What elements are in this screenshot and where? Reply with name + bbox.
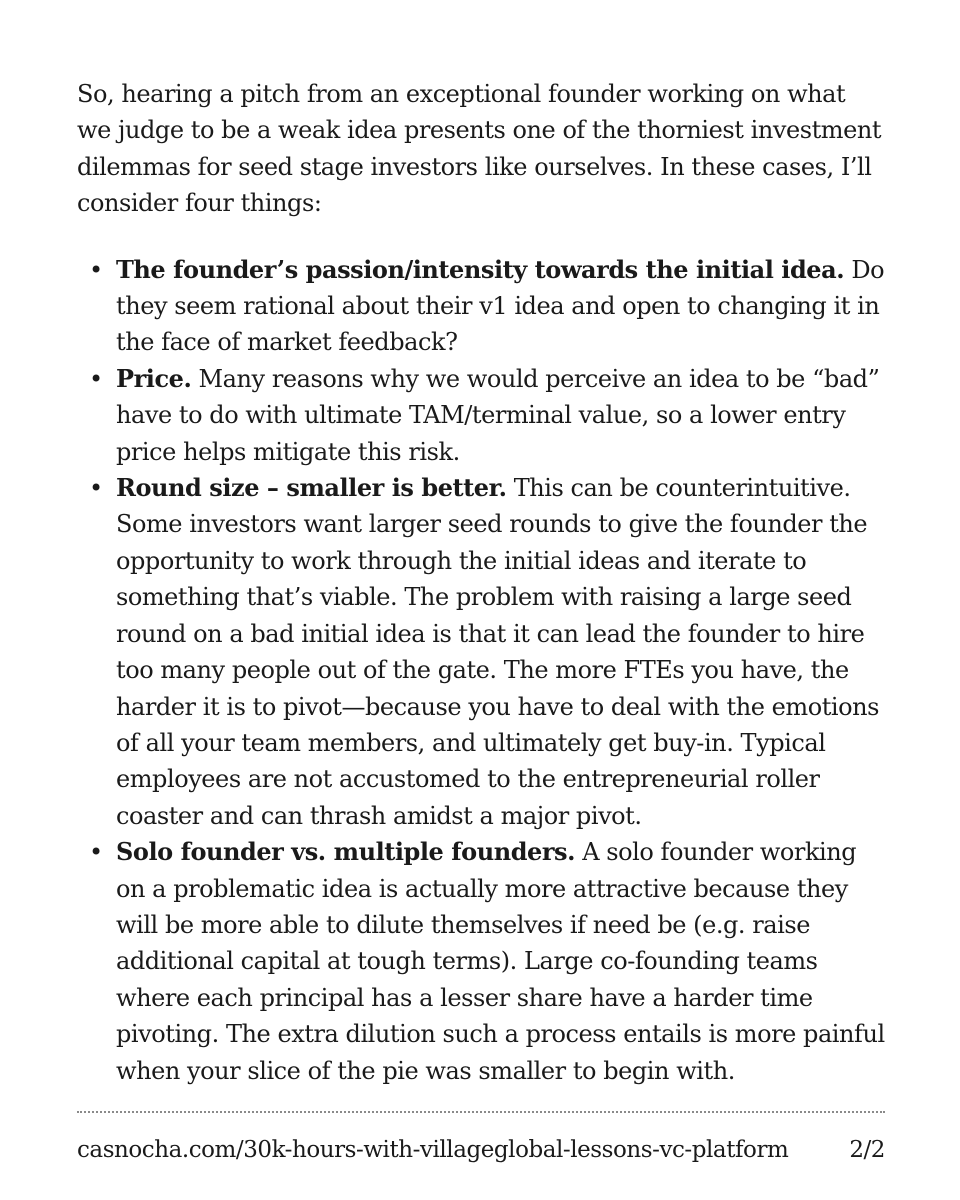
list-item xyxy=(77,252,885,361)
point-text: Many reasons why we would perceive an idea to be “bad” have to do with ultimate TAM/terminal value, so a lower entry price helps mitigate this risk. xyxy=(116,364,880,466)
page-number: 2/2 xyxy=(849,1137,885,1163)
page-footer xyxy=(77,1134,885,1166)
point-title: Round size – smaller is better. xyxy=(116,473,507,503)
point-text: Do they seem rational about their v1 idea and open to changing it in the face of market feedback? xyxy=(116,255,885,357)
footer-url: casnocha.com/30k-hours-with-villageglobal-lessons-vc-platform xyxy=(77,1137,789,1163)
list-item xyxy=(77,834,885,1089)
list-item xyxy=(77,361,885,470)
point-text: A solo founder working on a problematic idea is actually more attractive because they will be more able to dilute themselves if need be (e.g. raise additional capital at tough terms). Large co-founding teams where each principal has a lesser share have a harder time pivoting. The extra dilution such a process entails is more painful when your slice of the pie was smaller to begin with. xyxy=(116,838,885,1085)
considerations-list xyxy=(77,252,885,1089)
article-body xyxy=(77,76,885,1089)
footer-divider xyxy=(77,1111,885,1113)
point-title: Solo founder vs. multiple founders. xyxy=(116,837,576,867)
point-title: The founder’s passion/intensity towards the initial idea. xyxy=(116,254,845,284)
point-text: This can be counterintuitive. Some investors want larger seed rounds to give the founder the opportunity to work through the initial ideas and iterate to something that’s viable. The problem with raising a large seed round on a bad initial idea is that it can lead the founder to hire too many people out of the gate. The more FTEs you have, the harder it is to pivot—because you have to deal with the emotions of all your team members, and ultimately get buy-in. Typical employees are not accustomed to the entrepreneurial roller coaster and can thrash amidst a major pivot. xyxy=(116,474,880,830)
intro-paragraph: So, hearing a pitch from an exceptional founder working on what we judge to be a weak idea presents one of the thorniest investment dilemmas for seed stage investors like ourselves. In these cases, I’ll consider four things: xyxy=(77,80,882,218)
point-title: Price. xyxy=(116,363,192,393)
list-item xyxy=(77,470,885,834)
